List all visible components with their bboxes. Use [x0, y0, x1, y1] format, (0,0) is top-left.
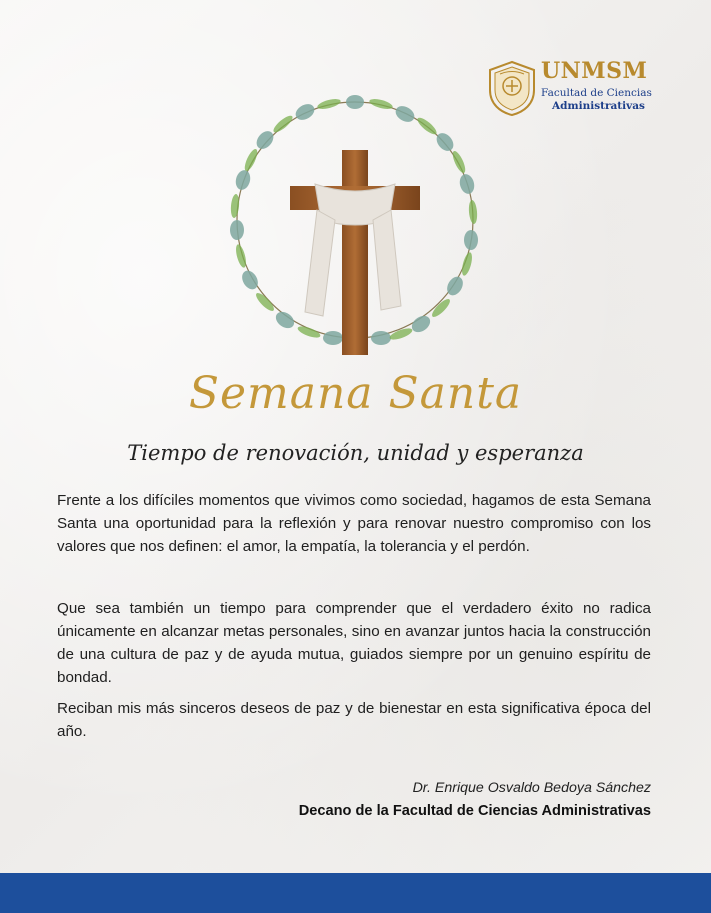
footer-bar — [0, 873, 711, 913]
logo-faculty-line2: Administrativas — [552, 100, 645, 112]
logo-university-name: UNMSM — [541, 58, 648, 84]
unmsm-logo — [486, 58, 656, 118]
page-subtitle: Tiempo de renovación, unidad y esperanza — [127, 441, 584, 465]
logo-faculty-line1: Facultad de Ciencias — [541, 87, 652, 99]
page-title: Semana Santa — [188, 368, 523, 419]
message-paragraph-1: Frente a los difíciles momentos que vivimos como sociedad, hagamos de esta Semana Santa una oportunidad para la reflexión y para renovar nuestro compromiso con los valores que nos definen: el amor, la empatía, la tolerancia y el perdón. — [57, 492, 651, 555]
cross-wreath-illustration — [205, 80, 505, 370]
message-paragraph-3: Reciban mis más sinceros deseos de paz y de bienestar en esta significativa época del año. — [57, 700, 651, 740]
signature-name: Dr. Enrique Osvaldo Bedoya Sánchez — [412, 780, 651, 796]
message-paragraph-2: Que sea también un tiempo para comprender que el verdadero éxito no radica únicamente en alcanzar metas personales, sino en avanzar juntos hacia la construcción de una cultura de paz y de ayuda mutua, guiados siempre por un genuino espíritu de bondad. — [57, 600, 651, 686]
wooden-cross-icon — [290, 150, 420, 355]
signature-role: Decano de la Facultad de Ciencias Administrativas — [298, 803, 651, 819]
